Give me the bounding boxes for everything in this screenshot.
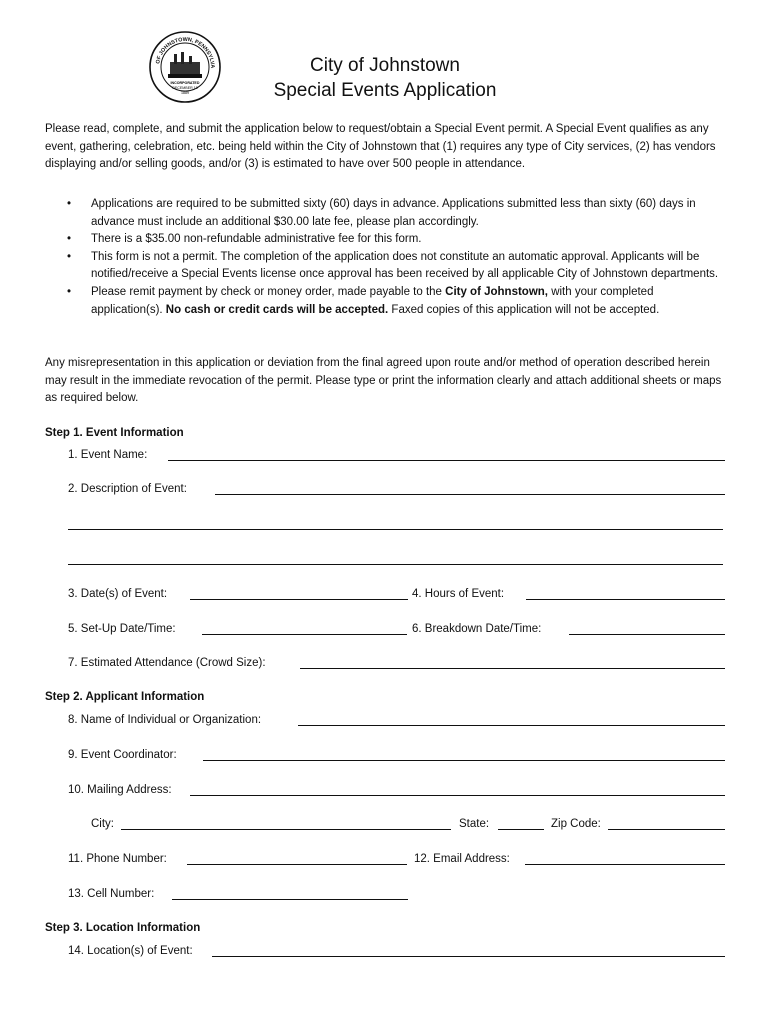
svg-text:INCORPORATED: INCORPORATED bbox=[170, 81, 200, 85]
event-coordinator-label: 9. Event Coordinator: bbox=[68, 749, 177, 761]
state-field[interactable] bbox=[498, 829, 544, 830]
requirements-list bbox=[67, 196, 727, 319]
organization-name-label: 8. Name of Individual or Organization: bbox=[68, 714, 262, 726]
event-location-label: 14. Location(s) of Event: bbox=[68, 945, 193, 957]
mailing-address-field[interactable] bbox=[190, 795, 725, 796]
city-field[interactable] bbox=[121, 829, 451, 830]
phone-number-field[interactable] bbox=[187, 864, 407, 865]
event-description-field[interactable] bbox=[215, 494, 725, 495]
document-subtitle: Special Events Application bbox=[273, 80, 497, 101]
event-hours-field[interactable] bbox=[526, 599, 725, 600]
event-hours-label: 4. Hours of Event: bbox=[412, 588, 505, 600]
event-description-label: 2. Description of Event: bbox=[68, 483, 187, 495]
bullet-icon: • bbox=[67, 250, 72, 263]
event-name-field[interactable] bbox=[168, 460, 725, 461]
step3-heading: Step 3. Location Information bbox=[45, 922, 201, 934]
step1-heading: Step 1. Event Information bbox=[45, 427, 184, 439]
list-item: • There is a $35.00 non-refundable administrative fee for this form. bbox=[67, 231, 727, 249]
city-label: City: bbox=[91, 818, 114, 830]
svg-text:DECEMBER 18: DECEMBER 18 bbox=[172, 86, 198, 90]
setup-datetime-field[interactable] bbox=[202, 634, 407, 635]
bullet-icon: • bbox=[67, 285, 72, 298]
attendance-label: 7. Estimated Attendance (Crowd Size): bbox=[68, 657, 266, 669]
state-label: State: bbox=[459, 818, 490, 830]
bullet-icon: • bbox=[67, 233, 72, 246]
setup-datetime-label: 5. Set-Up Date/Time: bbox=[68, 623, 176, 635]
mailing-address-label: 10. Mailing Address: bbox=[68, 784, 172, 796]
document-title: City of Johnstown bbox=[310, 55, 460, 76]
svg-text:1889: 1889 bbox=[181, 91, 189, 95]
email-address-label: 12. Email Address: bbox=[414, 853, 510, 865]
attendance-field[interactable] bbox=[300, 668, 725, 669]
step2-heading: Step 2. Applicant Information bbox=[45, 691, 205, 703]
cell-number-field[interactable] bbox=[172, 899, 408, 900]
event-location-field[interactable] bbox=[212, 956, 725, 957]
email-address-field[interactable] bbox=[525, 864, 725, 865]
misrepresentation-paragraph: Any misrepresentation in this application or deviation from the final agreed upon route and/or method of operation described herein may result in the immediate revocation of the permit. Please type or print the information clearly and attach additional sheets or maps as required below. bbox=[45, 357, 722, 405]
list-item: • This form is not a permit. The completion of the application does not constitute an automatic approval. Applicants will be notified/receive a Special Events license once approval has been received by all applicable City of Johnstown departments. bbox=[67, 250, 719, 281]
event-name-label: 1. Event Name: bbox=[68, 449, 148, 461]
svg-text:CITY OF JOHNSTOWN, PENNSYLVANI: OF JOHNSTOWN, PENNSYLVA bbox=[155, 36, 216, 69]
breakdown-datetime-label: 6. Breakdown Date/Time: bbox=[412, 623, 542, 635]
event-dates-label: 3. Date(s) of Event: bbox=[68, 588, 168, 600]
zip-code-field[interactable] bbox=[608, 829, 725, 830]
cell-number-label: 13. Cell Number: bbox=[68, 888, 155, 900]
list-item: • Please remit payment by check or money order, made payable to the City of Johnstown, with your completed application(s). No cash or credit cards will be accepted. Faxed copies of this application will not be accepted. bbox=[67, 285, 660, 316]
phone-number-label: 11. Phone Number: bbox=[68, 853, 167, 865]
zip-code-label: Zip Code: bbox=[551, 818, 601, 830]
event-description-line-3[interactable] bbox=[68, 564, 723, 565]
intro-paragraph: Please read, complete, and submit the application below to request/obtain a Special Event permit. A Special Event qualifies as any event, gathering, celebration, etc. being held within the City of Johnstown that (1) requires any type of City services, (2) has vendors displaying and/or selling goods, and/or (3) is estimated to have over 500 people in attendance. bbox=[45, 123, 716, 171]
organization-name-field[interactable] bbox=[298, 725, 725, 726]
bullet-icon: • bbox=[67, 198, 72, 210]
event-description-line-2[interactable] bbox=[68, 529, 723, 530]
breakdown-datetime-field[interactable] bbox=[569, 634, 725, 635]
event-coordinator-field[interactable] bbox=[203, 760, 725, 761]
list-item: • Applications are required to be submitted sixty (60) days in advance. Applications submitted less than sixty (60) days in advance must include an additional $30.00 late fee, please plan accordingly. bbox=[67, 198, 696, 228]
event-dates-field[interactable] bbox=[190, 599, 408, 600]
